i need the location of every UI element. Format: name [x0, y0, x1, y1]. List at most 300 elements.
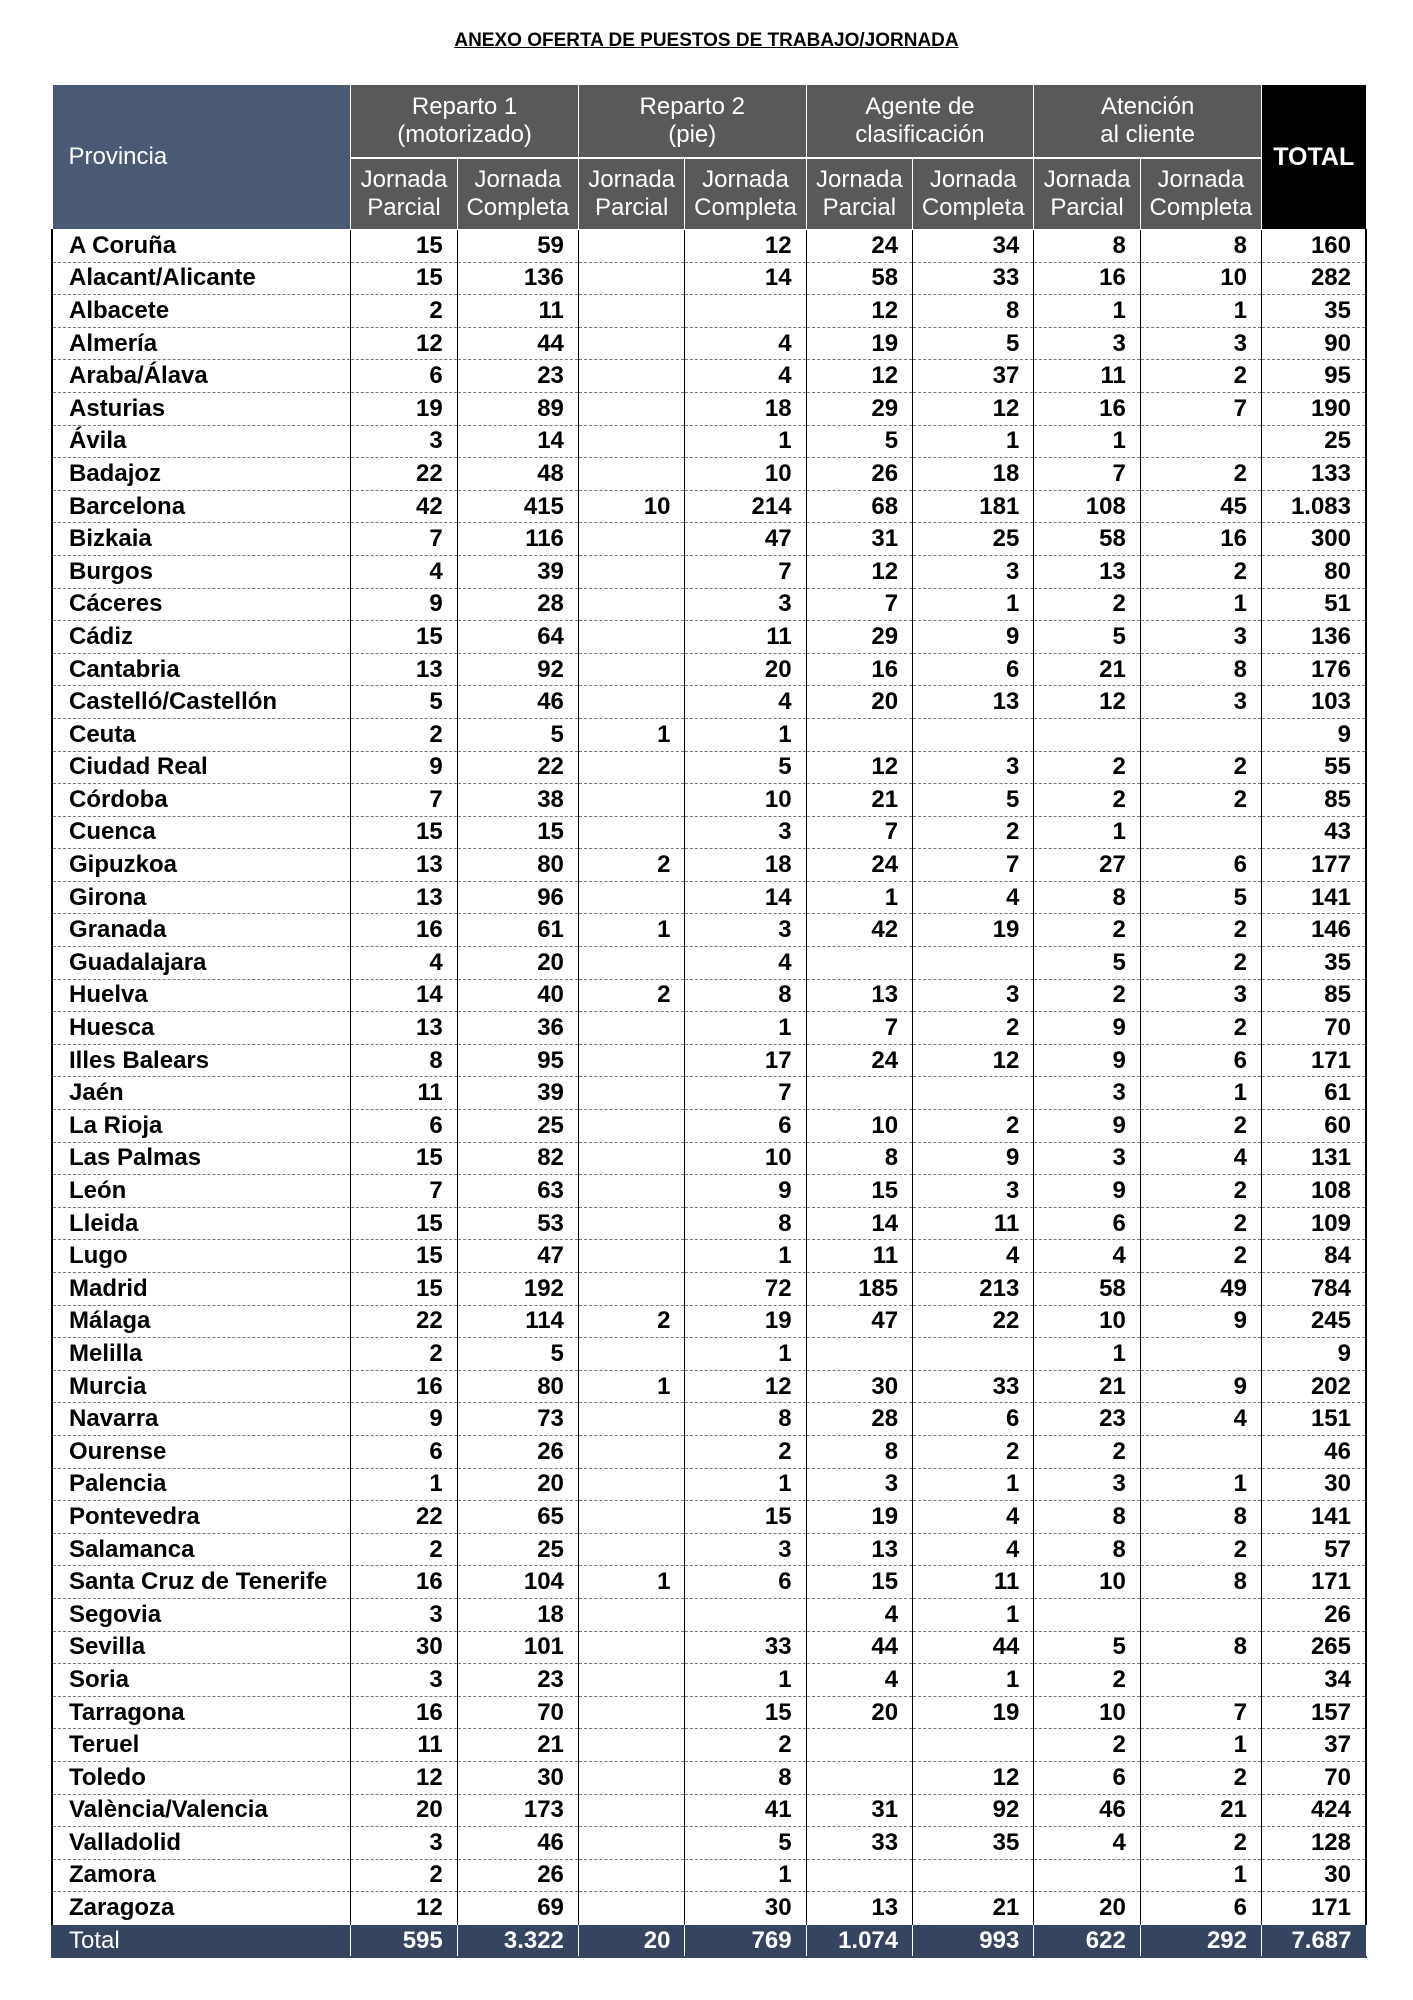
value-cell: 6: [913, 1403, 1034, 1436]
value-cell: [578, 1077, 685, 1110]
value-cell: 30: [457, 1761, 578, 1794]
table-row: [52, 555, 1366, 588]
value-cell: 3: [685, 816, 806, 849]
value-cell: 9: [351, 751, 458, 784]
value-cell: 12: [806, 295, 913, 328]
value-cell: 7: [351, 1175, 458, 1208]
table-row: [52, 1012, 1366, 1045]
value-cell: 33: [806, 1827, 913, 1860]
table-row: [52, 523, 1366, 556]
total-cell: 141: [1262, 881, 1367, 914]
value-cell: 2: [685, 1729, 806, 1762]
total-cell: 37: [1262, 1729, 1367, 1762]
totals-value: 595: [351, 1924, 458, 1957]
value-cell: 2: [1034, 588, 1141, 621]
table-row: [52, 1044, 1366, 1077]
total-cell: 26: [1262, 1598, 1367, 1631]
total-cell: 70: [1262, 1761, 1367, 1794]
value-cell: 2: [1140, 1827, 1261, 1860]
value-cell: [578, 1240, 685, 1273]
value-cell: 16: [1140, 523, 1261, 556]
value-cell: 82: [457, 1142, 578, 1175]
value-cell: 24: [806, 1044, 913, 1077]
province-cell: Cantabria: [52, 653, 351, 686]
value-cell: 15: [351, 1273, 458, 1306]
value-cell: 3: [351, 1598, 458, 1631]
total-cell: 784: [1262, 1273, 1367, 1306]
value-cell: 3: [1140, 327, 1261, 360]
sub-header-line1: Jornada: [360, 166, 448, 193]
totals-value: 3.322: [457, 1924, 578, 1957]
value-cell: 47: [457, 1240, 578, 1273]
value-cell: 9: [1034, 1110, 1141, 1143]
sub-header-jornada-parcial: [1034, 158, 1141, 230]
value-cell: 20: [685, 653, 806, 686]
table-row: [52, 1207, 1366, 1240]
value-cell: 8: [913, 295, 1034, 328]
table-row: [52, 262, 1366, 295]
totals-value: 7.687: [1262, 1924, 1367, 1957]
table-row: [52, 1240, 1366, 1273]
table-row: [52, 979, 1366, 1012]
value-cell: 1: [913, 1598, 1034, 1631]
value-cell: 33: [913, 262, 1034, 295]
value-cell: 15: [351, 1207, 458, 1240]
table-row: [52, 881, 1366, 914]
table-row: [52, 1501, 1366, 1534]
value-cell: 2: [1140, 458, 1261, 491]
value-cell: 40: [457, 979, 578, 1012]
value-cell: 5: [685, 1827, 806, 1860]
value-cell: 14: [351, 979, 458, 1012]
value-cell: 3: [351, 1664, 458, 1697]
value-cell: 16: [351, 1566, 458, 1599]
value-cell: 6: [1034, 1207, 1141, 1240]
value-cell: [578, 1501, 685, 1534]
table-row: [52, 1403, 1366, 1436]
table-row: [52, 751, 1366, 784]
sub-header-line1: Jornada: [702, 166, 789, 193]
value-cell: 12: [913, 392, 1034, 425]
total-cell: 35: [1262, 947, 1367, 980]
sub-header-line2: Completa: [921, 194, 1025, 221]
table-row: [52, 1077, 1366, 1110]
value-cell: 21: [1034, 653, 1141, 686]
province-cell: Madrid: [52, 1273, 351, 1306]
value-cell: [806, 1729, 913, 1762]
value-cell: 4: [685, 360, 806, 393]
value-cell: 10: [685, 1142, 806, 1175]
table-row: [52, 1338, 1366, 1371]
total-cell: 57: [1262, 1533, 1367, 1566]
value-cell: 3: [806, 1468, 913, 1501]
value-cell: 1: [1140, 588, 1261, 621]
value-cell: 173: [457, 1794, 578, 1827]
value-cell: 26: [457, 1435, 578, 1468]
value-cell: 3: [1140, 621, 1261, 654]
value-cell: 2: [1140, 1240, 1261, 1273]
value-cell: 59: [457, 230, 578, 263]
table-row: [52, 295, 1366, 328]
value-cell: [578, 392, 685, 425]
value-cell: 8: [806, 1435, 913, 1468]
value-cell: 192: [457, 1273, 578, 1306]
value-cell: 69: [457, 1892, 578, 1925]
value-cell: 2: [1034, 1664, 1141, 1697]
value-cell: [578, 555, 685, 588]
value-cell: 8: [685, 1761, 806, 1794]
value-cell: 16: [351, 914, 458, 947]
value-cell: [578, 1598, 685, 1631]
value-cell: 8: [685, 1207, 806, 1240]
total-cell: 84: [1262, 1240, 1367, 1273]
value-cell: 42: [351, 490, 458, 523]
value-cell: 2: [578, 1305, 685, 1338]
value-cell: 1: [578, 914, 685, 947]
value-cell: [806, 1077, 913, 1110]
value-cell: 39: [457, 1077, 578, 1110]
value-cell: 64: [457, 621, 578, 654]
province-cell: Almería: [52, 327, 351, 360]
value-cell: 4: [913, 1240, 1034, 1273]
value-cell: 2: [1140, 914, 1261, 947]
value-cell: 11: [457, 295, 578, 328]
value-cell: 7: [1034, 458, 1141, 491]
value-cell: 3: [1034, 1142, 1141, 1175]
value-cell: 19: [806, 327, 913, 360]
value-cell: 92: [913, 1794, 1034, 1827]
province-cell: Albacete: [52, 295, 351, 328]
value-cell: 5: [1034, 1631, 1141, 1664]
province-cell: València/Valencia: [52, 1794, 351, 1827]
value-cell: 16: [806, 653, 913, 686]
table-row: [52, 1468, 1366, 1501]
total-cell: 282: [1262, 262, 1367, 295]
value-cell: 8: [1034, 1501, 1141, 1534]
table-row: [52, 914, 1366, 947]
value-cell: 16: [351, 1696, 458, 1729]
value-cell: [578, 1110, 685, 1143]
value-cell: 2: [1140, 1110, 1261, 1143]
value-cell: [578, 588, 685, 621]
totals-label: Total: [52, 1924, 351, 1957]
value-cell: 24: [806, 849, 913, 882]
sub-header-jornada-completa: [1140, 158, 1261, 230]
value-cell: 181: [913, 490, 1034, 523]
province-cell: Gipuzkoa: [52, 849, 351, 882]
table-row: [52, 1435, 1366, 1468]
table-row: [52, 458, 1366, 491]
value-cell: 29: [806, 392, 913, 425]
value-cell: 16: [1034, 392, 1141, 425]
value-cell: 3: [685, 588, 806, 621]
value-cell: 33: [913, 1370, 1034, 1403]
value-cell: 8: [1140, 653, 1261, 686]
value-cell: 3: [913, 1175, 1034, 1208]
province-cell: Huesca: [52, 1012, 351, 1045]
table-row: [52, 1566, 1366, 1599]
value-cell: [578, 1859, 685, 1892]
value-cell: 73: [457, 1403, 578, 1436]
value-cell: [578, 1175, 685, 1208]
value-cell: 4: [913, 1533, 1034, 1566]
province-cell: Ourense: [52, 1435, 351, 1468]
province-cell: Granada: [52, 914, 351, 947]
value-cell: 22: [351, 458, 458, 491]
value-cell: 80: [457, 849, 578, 882]
value-cell: 21: [1034, 1370, 1141, 1403]
value-cell: 1: [1034, 1338, 1141, 1371]
value-cell: 58: [806, 262, 913, 295]
value-cell: [1140, 1664, 1261, 1697]
value-cell: 1: [685, 1859, 806, 1892]
table-row: [52, 360, 1366, 393]
value-cell: [578, 295, 685, 328]
value-cell: 47: [806, 1305, 913, 1338]
total-cell: 95: [1262, 360, 1367, 393]
value-cell: 22: [913, 1305, 1034, 1338]
value-cell: 89: [457, 392, 578, 425]
value-cell: [913, 947, 1034, 980]
value-cell: [578, 1403, 685, 1436]
totals-value: 993: [913, 1924, 1034, 1957]
table-row: [52, 718, 1366, 751]
sub-header-jornada-completa: [685, 158, 806, 230]
province-cell: Valladolid: [52, 1827, 351, 1860]
value-cell: 30: [685, 1892, 806, 1925]
value-cell: 2: [685, 1435, 806, 1468]
total-cell: 160: [1262, 230, 1367, 263]
value-cell: [806, 718, 913, 751]
value-cell: 1: [913, 588, 1034, 621]
value-cell: 15: [457, 816, 578, 849]
table-row: [52, 1305, 1366, 1338]
value-cell: 13: [351, 653, 458, 686]
value-cell: 20: [351, 1794, 458, 1827]
value-cell: 39: [457, 555, 578, 588]
value-cell: [578, 653, 685, 686]
value-cell: 12: [806, 360, 913, 393]
value-cell: 7: [351, 523, 458, 556]
value-cell: 4: [351, 555, 458, 588]
value-cell: 18: [457, 1598, 578, 1631]
value-cell: 185: [806, 1273, 913, 1306]
value-cell: 7: [806, 1012, 913, 1045]
value-cell: 2: [351, 295, 458, 328]
value-cell: 3: [351, 1827, 458, 1860]
value-cell: 9: [913, 621, 1034, 654]
value-cell: 63: [457, 1175, 578, 1208]
value-cell: 25: [457, 1533, 578, 1566]
value-cell: 38: [457, 784, 578, 817]
total-cell: 136: [1262, 621, 1367, 654]
value-cell: [578, 262, 685, 295]
value-cell: 14: [685, 881, 806, 914]
value-cell: [578, 230, 685, 263]
value-cell: 13: [351, 849, 458, 882]
value-cell: [806, 1761, 913, 1794]
value-cell: 41: [685, 1794, 806, 1827]
value-cell: 23: [457, 1664, 578, 1697]
total-cell: 190: [1262, 392, 1367, 425]
table-row: [52, 425, 1366, 458]
province-cell: Ceuta: [52, 718, 351, 751]
value-cell: [1034, 718, 1141, 751]
value-cell: 2: [1140, 947, 1261, 980]
province-cell: Cáceres: [52, 588, 351, 621]
total-cell: 146: [1262, 914, 1367, 947]
value-cell: 14: [457, 425, 578, 458]
table-row: [52, 1533, 1366, 1566]
value-cell: [578, 1794, 685, 1827]
value-cell: 30: [351, 1631, 458, 1664]
value-cell: 18: [685, 392, 806, 425]
value-cell: 9: [1034, 1044, 1141, 1077]
value-cell: [578, 1892, 685, 1925]
value-cell: 42: [806, 914, 913, 947]
value-cell: 34: [913, 230, 1034, 263]
value-cell: 2: [1140, 1012, 1261, 1045]
value-cell: 5: [913, 784, 1034, 817]
value-cell: 33: [685, 1631, 806, 1664]
value-cell: 3: [351, 425, 458, 458]
value-cell: 8: [1034, 1533, 1141, 1566]
value-cell: [578, 425, 685, 458]
value-cell: [578, 1468, 685, 1501]
value-cell: 3: [685, 1533, 806, 1566]
value-cell: 15: [351, 621, 458, 654]
total-cell: 109: [1262, 1207, 1367, 1240]
province-cell: Soria: [52, 1664, 351, 1697]
value-cell: 3: [1034, 1468, 1141, 1501]
value-cell: 15: [351, 262, 458, 295]
province-cell: Lugo: [52, 1240, 351, 1273]
value-cell: 20: [806, 1696, 913, 1729]
province-cell: Girona: [52, 881, 351, 914]
total-cell: 61: [1262, 1077, 1367, 1110]
table-row: [52, 1142, 1366, 1175]
value-cell: 10: [1034, 1305, 1141, 1338]
value-cell: [685, 295, 806, 328]
value-cell: [1140, 1598, 1261, 1631]
value-cell: [578, 621, 685, 654]
value-cell: 7: [1140, 1696, 1261, 1729]
value-cell: 5: [1140, 881, 1261, 914]
group-header-agente-clasificacion: [806, 85, 1034, 159]
value-cell: 68: [806, 490, 913, 523]
value-cell: 22: [351, 1501, 458, 1534]
value-cell: 5: [351, 686, 458, 719]
table-row: [52, 784, 1366, 817]
value-cell: 12: [806, 555, 913, 588]
value-cell: 21: [457, 1729, 578, 1762]
totals-value: 292: [1140, 1924, 1261, 1957]
value-cell: [578, 458, 685, 491]
table-row: [52, 1761, 1366, 1794]
value-cell: 19: [685, 1305, 806, 1338]
value-cell: 16: [351, 1370, 458, 1403]
value-cell: 13: [806, 1892, 913, 1925]
value-cell: 214: [685, 490, 806, 523]
value-cell: 12: [913, 1761, 1034, 1794]
value-cell: 1: [685, 1338, 806, 1371]
value-cell: 5: [913, 327, 1034, 360]
column-header-total: TOTAL: [1262, 85, 1367, 230]
sub-header-jornada-parcial: [806, 158, 913, 230]
sub-header-line2: Completa: [694, 194, 797, 221]
value-cell: 9: [351, 588, 458, 621]
total-cell: 171: [1262, 1044, 1367, 1077]
value-cell: [806, 947, 913, 980]
value-cell: [806, 1859, 913, 1892]
value-cell: 46: [457, 1827, 578, 1860]
value-cell: 8: [351, 1044, 458, 1077]
value-cell: [578, 523, 685, 556]
value-cell: 2: [1140, 555, 1261, 588]
value-cell: [578, 1338, 685, 1371]
value-cell: 7: [806, 588, 913, 621]
table-row: [52, 1664, 1366, 1697]
value-cell: 4: [685, 947, 806, 980]
province-cell: A Coruña: [52, 230, 351, 263]
table-row: [52, 947, 1366, 980]
value-cell: 2: [913, 1435, 1034, 1468]
table-row: [52, 1827, 1366, 1860]
value-cell: 4: [1034, 1240, 1141, 1273]
total-cell: 300: [1262, 523, 1367, 556]
value-cell: 18: [685, 849, 806, 882]
value-cell: 3: [1034, 327, 1141, 360]
province-cell: Asturias: [52, 392, 351, 425]
sub-header-line1: Jornada: [474, 166, 562, 193]
province-cell: Araba/Álava: [52, 360, 351, 393]
value-cell: 10: [1140, 262, 1261, 295]
value-cell: 12: [351, 1892, 458, 1925]
value-cell: [578, 751, 685, 784]
value-cell: 58: [1034, 523, 1141, 556]
value-cell: 3: [685, 914, 806, 947]
value-cell: 13: [913, 686, 1034, 719]
value-cell: 1: [806, 881, 913, 914]
value-cell: 4: [1140, 1142, 1261, 1175]
value-cell: 11: [1034, 360, 1141, 393]
value-cell: 116: [457, 523, 578, 556]
province-cell: Las Palmas: [52, 1142, 351, 1175]
province-cell: Burgos: [52, 555, 351, 588]
sub-header-line2: Parcial: [594, 194, 669, 221]
value-cell: 4: [913, 1501, 1034, 1534]
value-cell: 12: [351, 327, 458, 360]
value-cell: 7: [1140, 392, 1261, 425]
value-cell: 1: [1034, 816, 1141, 849]
total-cell: 157: [1262, 1696, 1367, 1729]
value-cell: 5: [806, 425, 913, 458]
table-row: [52, 1370, 1366, 1403]
province-cell: Barcelona: [52, 490, 351, 523]
sub-header-jornada-completa: [913, 158, 1034, 230]
value-cell: 3: [1140, 686, 1261, 719]
value-cell: 1: [1034, 425, 1141, 458]
value-cell: 6: [685, 1566, 806, 1599]
province-cell: Sevilla: [52, 1631, 351, 1664]
value-cell: 31: [806, 523, 913, 556]
province-cell: Tarragona: [52, 1696, 351, 1729]
table-row: [52, 1631, 1366, 1664]
value-cell: 20: [457, 1468, 578, 1501]
table-row: [52, 1696, 1366, 1729]
value-cell: 24: [806, 230, 913, 263]
value-cell: 25: [913, 523, 1034, 556]
